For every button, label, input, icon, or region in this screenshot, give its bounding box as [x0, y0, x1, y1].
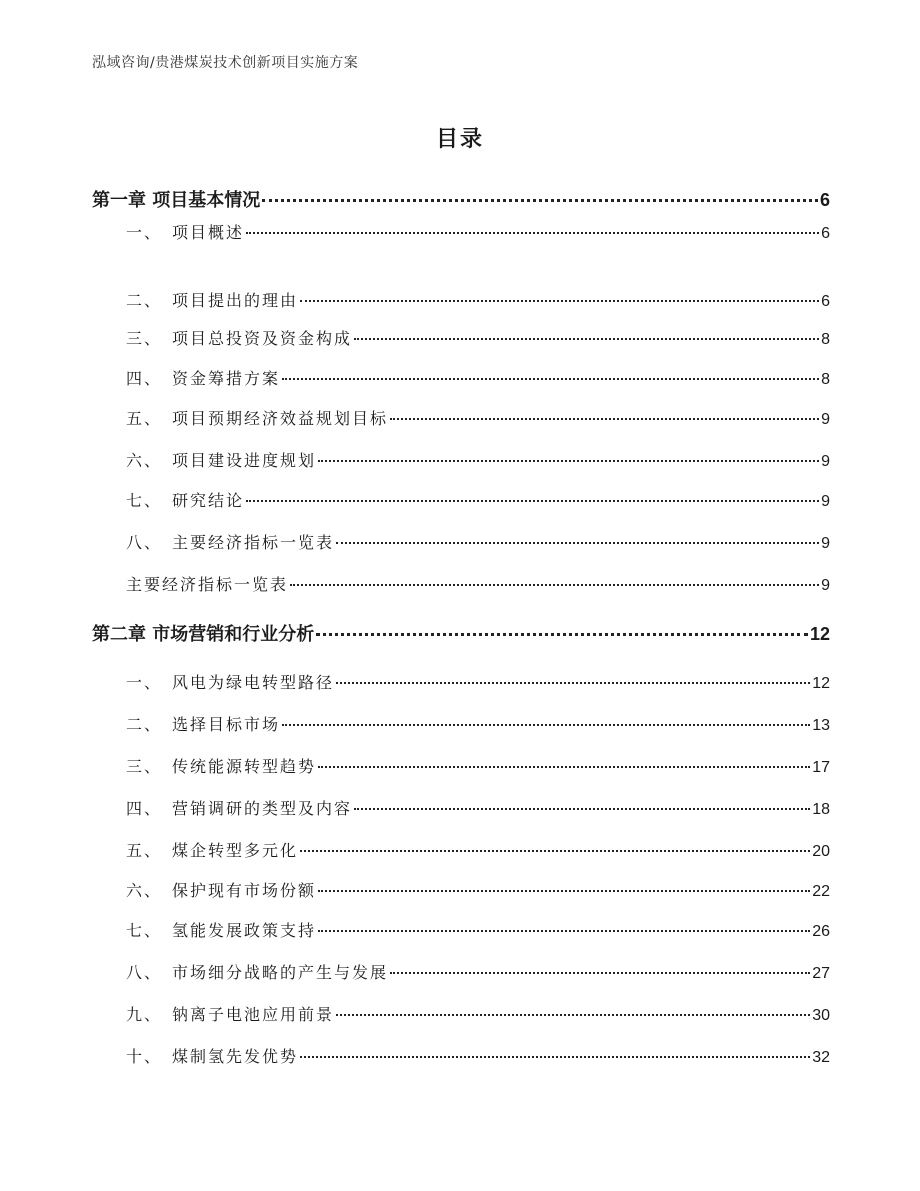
toc-section-entry[interactable]	[126, 754, 830, 777]
toc-entry-title: 选择目标市场	[172, 715, 281, 734]
toc-page-number: 9	[821, 493, 830, 510]
toc-entry-number: 十、	[126, 1047, 163, 1066]
toc-page-number: 22	[812, 883, 830, 900]
toc-entry-title: 钠离子电池应用前景	[172, 1005, 335, 1024]
toc-entry-number: 四、	[126, 369, 163, 388]
toc-page-number: 12	[809, 624, 830, 644]
toc-leader-dots	[282, 378, 819, 380]
toc-entry-title: 营销调研的类型及内容	[172, 799, 353, 818]
toc-entry-number: 八、	[126, 533, 163, 552]
toc-chapter-entry[interactable]	[92, 186, 830, 212]
toc-section-entry[interactable]	[126, 488, 830, 511]
toc-leader-dots	[318, 890, 810, 892]
toc-entry-number: 三、	[126, 757, 163, 776]
toc-page-number: 9	[821, 535, 830, 552]
toc-section-entry[interactable]	[126, 670, 830, 693]
toc-section-entry[interactable]	[126, 366, 830, 389]
toc-entry-title: 传统能源转型趋势	[172, 757, 317, 776]
toc-page-number: 9	[821, 577, 830, 594]
toc-leader-dots	[246, 500, 819, 502]
toc-section-entry[interactable]	[126, 572, 830, 595]
toc-entry-label	[126, 712, 280, 735]
toc-leader-dots	[300, 850, 810, 852]
toc-section-entry[interactable]	[126, 530, 830, 553]
toc-entry-number: 七、	[126, 491, 163, 510]
toc-page-number: 8	[821, 371, 830, 388]
toc-leader-dots	[316, 633, 808, 636]
toc-entry-label	[126, 530, 334, 553]
toc-leader-dots	[336, 1014, 810, 1016]
toc-leader-dots	[246, 232, 819, 234]
toc-chapter-entry[interactable]	[92, 620, 830, 646]
toc-entry-number: 一、	[126, 223, 163, 242]
toc-entry-number: 一、	[126, 673, 163, 692]
toc-leader-dots	[290, 584, 819, 586]
toc-entry-title: 市场细分战略的产生与发展	[172, 963, 389, 982]
toc-entry-title: 项目建设进度规划	[172, 451, 317, 470]
toc-page-number: 30	[812, 1007, 830, 1024]
toc-entry-title: 第一章 项目基本情况	[92, 190, 261, 211]
toc-leader-dots	[336, 542, 819, 544]
toc-section-entry[interactable]	[126, 406, 830, 429]
toc-leader-dots	[390, 972, 810, 974]
toc-page-number: 27	[812, 965, 830, 982]
toc-entry-number: 九、	[126, 1005, 163, 1024]
toc-section-entry[interactable]	[126, 878, 830, 901]
toc-entry-label	[126, 220, 244, 243]
toc-entry-title: 主要经济指标一览表	[126, 575, 289, 594]
toc-entry-number: 三、	[126, 329, 163, 348]
toc-entry-title: 项目预期经济效益规划目标	[172, 409, 389, 428]
toc-entry-label	[126, 1044, 298, 1067]
toc-entry-number: 六、	[126, 881, 163, 900]
toc-entry-label	[126, 448, 316, 471]
toc-leader-dots	[282, 724, 810, 726]
toc-section-entry[interactable]	[126, 1044, 830, 1067]
toc-page-number: 6	[819, 190, 830, 210]
toc-entry-number: 二、	[126, 291, 163, 310]
toc-entry-number: 五、	[126, 841, 163, 860]
toc-entry-title: 第二章 市场营销和行业分析	[92, 624, 315, 645]
toc-entry-title: 保护现有市场份额	[172, 881, 317, 900]
toc-entry-label	[126, 1002, 334, 1025]
toc-section-entry[interactable]	[126, 326, 830, 349]
toc-entry-title: 主要经济指标一览表	[172, 533, 335, 552]
toc-entry-title: 研究结论	[172, 491, 245, 510]
toc-entry-label	[92, 186, 260, 212]
toc-page-number: 18	[812, 801, 830, 818]
toc-entry-label	[126, 572, 288, 595]
toc-entry-label	[126, 878, 316, 901]
toc-entry-title: 项目提出的理由	[172, 291, 299, 310]
toc-page-number: 8	[821, 331, 830, 348]
toc-page-number: 17	[812, 759, 830, 776]
toc-entry-label	[126, 960, 388, 983]
toc-entry-number: 四、	[126, 799, 163, 818]
toc-entry-title: 煤企转型多元化	[172, 841, 299, 860]
toc-leader-dots	[318, 930, 810, 932]
toc-section-entry[interactable]	[126, 838, 830, 861]
toc-page-number: 6	[821, 293, 830, 310]
toc-entry-label	[126, 670, 334, 693]
toc-entry-title: 风电为绿电转型路径	[172, 673, 335, 692]
toc-entry-label	[126, 288, 298, 311]
toc-leader-dots	[318, 766, 810, 768]
toc-entry-label	[126, 754, 316, 777]
toc-leader-dots	[390, 418, 819, 420]
toc-entry-label	[126, 488, 244, 511]
toc-leader-dots	[300, 1056, 810, 1058]
toc-entry-label	[126, 366, 280, 389]
toc-page-number: 12	[812, 675, 830, 692]
toc-entry-label	[126, 796, 352, 819]
toc-page-number: 13	[812, 717, 830, 734]
toc-entry-label	[126, 918, 316, 941]
toc-entry-label	[126, 326, 352, 349]
toc-entry-title: 项目总投资及资金构成	[172, 329, 353, 348]
toc-entry-label	[126, 838, 298, 861]
toc-section-entry[interactable]	[126, 918, 830, 941]
toc-section-entry[interactable]	[126, 960, 830, 983]
toc-section-entry[interactable]	[126, 220, 830, 243]
toc-entry-number: 二、	[126, 715, 163, 734]
toc-entry-title: 煤制氢先发优势	[172, 1047, 299, 1066]
toc-page-number: 9	[821, 453, 830, 470]
toc-page-number: 20	[812, 843, 830, 860]
toc-page-number: 9	[821, 411, 830, 428]
toc-entry-label	[92, 620, 314, 646]
toc-entry-label	[126, 406, 388, 429]
toc-title: 目录	[435, 127, 484, 152]
toc-page-number: 6	[821, 225, 830, 242]
toc-entry-number: 五、	[126, 409, 163, 428]
toc-entry-number: 七、	[126, 921, 163, 940]
toc-entry-title: 资金筹措方案	[172, 369, 281, 388]
toc-page-number: 26	[812, 923, 830, 940]
toc-section-entry[interactable]	[126, 712, 830, 735]
toc-section-entry[interactable]	[126, 448, 830, 471]
toc-leader-dots	[300, 300, 819, 302]
toc-entry-number: 八、	[126, 963, 163, 982]
running-header: 泓域咨询/贵港煤炭技术创新项目实施方案	[92, 55, 359, 71]
toc-entry-title: 氢能发展政策支持	[172, 921, 317, 940]
toc-leader-dots	[318, 460, 819, 462]
toc-leader-dots	[336, 682, 810, 684]
toc-section-entry[interactable]	[126, 796, 830, 819]
toc-section-entry[interactable]	[126, 288, 830, 311]
toc-leader-dots	[354, 338, 819, 340]
toc-leader-dots	[354, 808, 810, 810]
toc-entry-number: 六、	[126, 451, 163, 470]
toc-section-entry[interactable]	[126, 1002, 830, 1025]
toc-entry-title: 项目概述	[172, 223, 245, 242]
toc-page-number: 32	[812, 1049, 830, 1066]
toc-leader-dots	[262, 199, 818, 202]
